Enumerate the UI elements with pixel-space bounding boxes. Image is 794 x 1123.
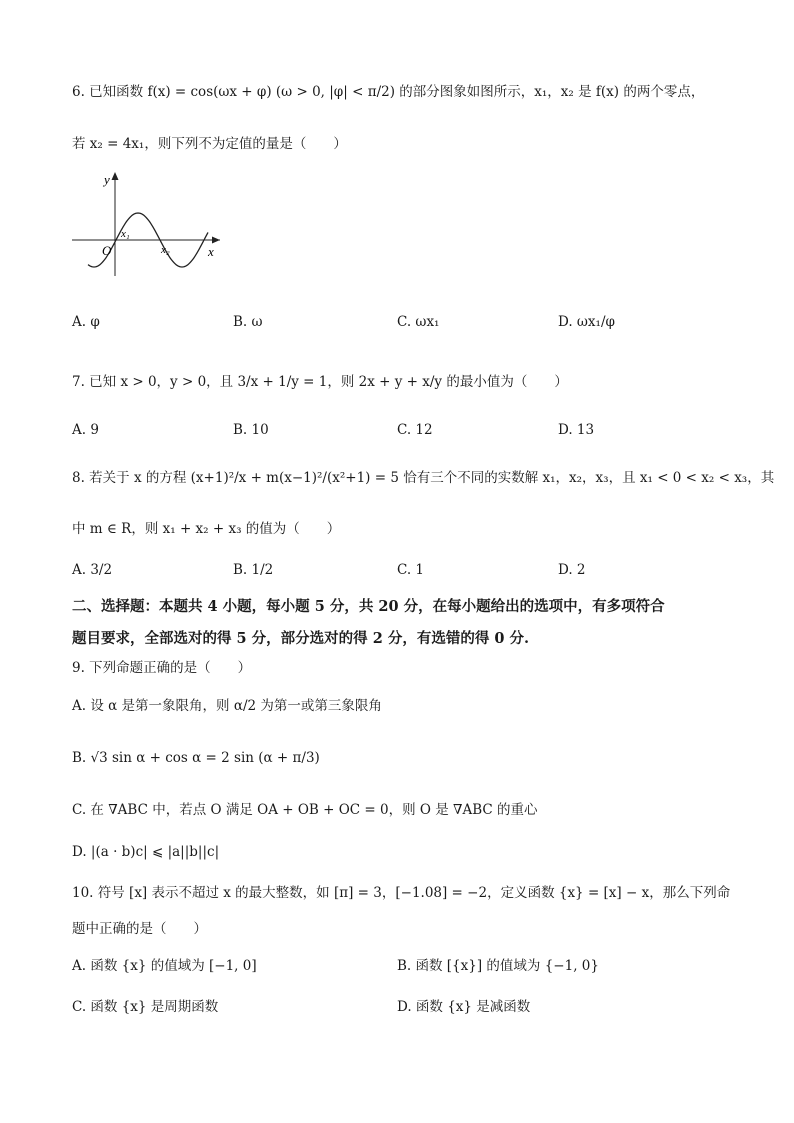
q8-option-b[interactable]: B. 1/2 (233, 562, 274, 578)
section2-heading-line1: 二、选择题：本题共 4 小题，每小题 5 分，共 20 分，在每小题给出的选项中，有多项符合 (72, 598, 665, 615)
q6-option-c[interactable]: C. ωx₁ (397, 314, 440, 330)
q8-option-c[interactable]: C. 1 (397, 562, 425, 578)
q6-stem-line1: 6. 已知函数 f(x) = cos(ωx + φ) (ω > 0, |φ| < π/2) 的部分图象如图所示，x₁，x₂ 是 f(x) 的两个零点， (72, 84, 705, 100)
q8-stem-line2: 中 m ∈ R，则 x₁ + x₂ + x₃ 的值为（ ） (72, 521, 341, 537)
q8-stem-line1: 8. 若关于 x 的方程 (x+1)²/x + m(x−1)²/(x²+1) = 5 恰有三个不同的实数解 x₁，x₂，x₃，且 x₁ < 0 < x₂ < x₃，其 (72, 470, 775, 486)
q10-stem-line2: 题中正确的是（ ） (72, 921, 207, 937)
q6-option-d[interactable]: D. ωx₁/φ (558, 314, 615, 330)
q9-option-a[interactable]: A. 设 α 是第一象限角，则 α/2 为第一或第三象限角 (72, 698, 382, 714)
q9-stem: 9. 下列命题正确的是（ ） (72, 660, 252, 676)
q8-option-a[interactable]: A. 3/2 (72, 562, 113, 578)
q10-option-b[interactable]: B. 函数 [{x}] 的值域为 {−1, 0} (397, 958, 599, 974)
q7-stem: 7. 已知 x > 0，y > 0，且 3/x + 1/y = 1，则 2x + y + x/y 的最小值为（ ） (72, 374, 568, 390)
q6-stem-line2: 若 x₂ = 4x₁，则下列不为定值的量是（ ） (72, 136, 347, 152)
section2-heading-line2: 题目要求，全部选对的得 5 分，部分选对的得 2 分，有选错的得 0 分. (72, 630, 530, 647)
q10-option-a[interactable]: A. 函数 {x} 的值域为 [−1, 0] (72, 958, 257, 974)
q10-option-d[interactable]: D. 函数 {x} 是减函数 (397, 999, 531, 1015)
q9-option-b[interactable]: B. √3 sin α + cos α = 2 sin (α + π/3) (72, 750, 320, 766)
graph-x-label: x (208, 244, 214, 259)
q10-stem-line1: 10. 符号 [x] 表示不超过 x 的最大整数，如 [π] = 3，[−1.08] = −2，定义函数 {x} = [x] − x，那么下列命 (72, 885, 731, 901)
q9-option-c[interactable]: C. 在 ∇ABC 中，若点 O 满足 OA + OB + OC = 0，则 O 是 ∇ABC 的重心 (72, 802, 538, 818)
q7-option-c[interactable]: C. 12 (397, 422, 433, 438)
q7-option-a[interactable]: A. 9 (72, 422, 99, 438)
q6-option-a[interactable]: A. φ (72, 314, 100, 330)
q10-option-c[interactable]: C. 函数 {x} 是周期函数 (72, 999, 219, 1015)
graph-x2-label: x₂ (161, 244, 170, 256)
graph-y-label: y (104, 172, 110, 187)
q7-option-d[interactable]: D. 13 (558, 422, 595, 438)
graph-x1-label: x₁ (121, 228, 130, 240)
q6-sine-graph (68, 168, 228, 280)
q6-option-b[interactable]: B. ω (233, 314, 263, 330)
q9-option-d[interactable]: D. |(a · b)c| ⩽ |a||b||c| (72, 844, 220, 860)
graph-origin-label: O (102, 243, 112, 258)
q7-option-b[interactable]: B. 10 (233, 422, 269, 438)
q8-option-d[interactable]: D. 2 (558, 562, 586, 578)
